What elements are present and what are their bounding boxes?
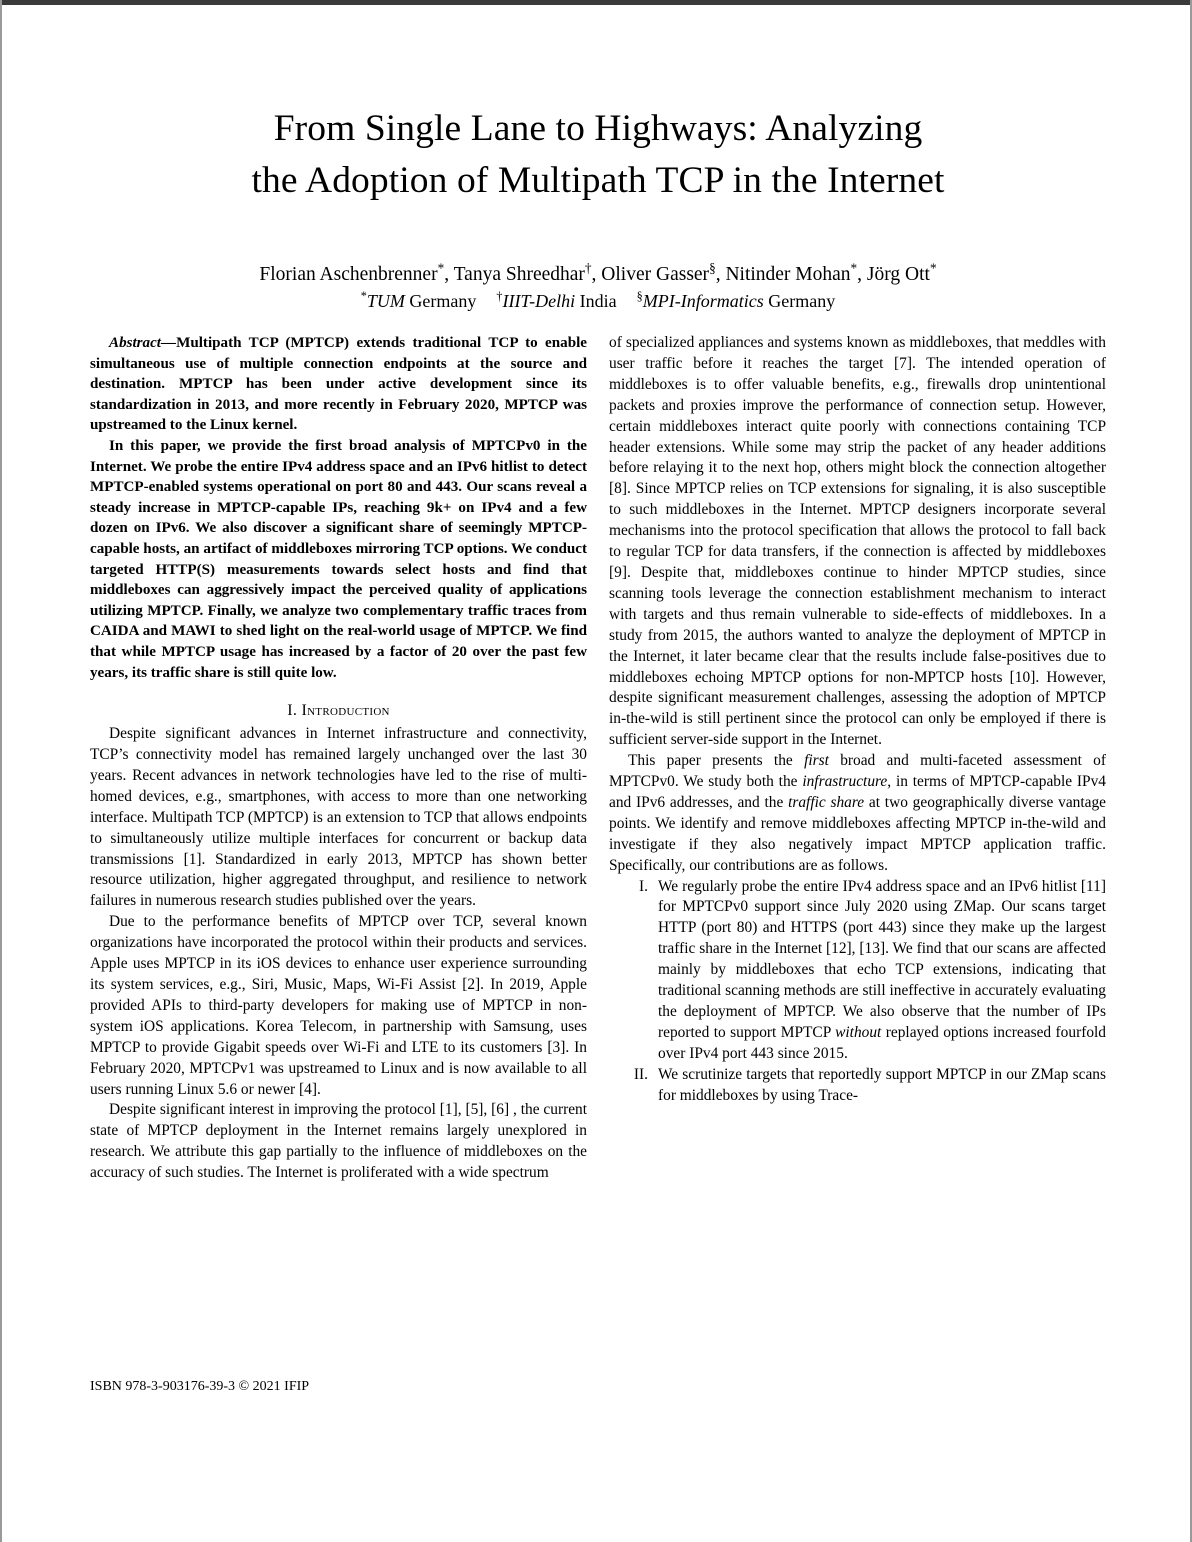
list-item xyxy=(609,877,1106,1065)
affiliation-org-2: IIIT-Delhi xyxy=(502,291,576,311)
list-item xyxy=(609,1065,1106,1107)
author-name-4: Nitinder Mohan xyxy=(725,264,851,285)
author-list xyxy=(2,261,1192,288)
page-title-line-2: the Adoption of Multipath TCP in the Internet xyxy=(251,160,945,201)
list-item-text-a: We scrutinize targets that reportedly support MPTCP in our ZMap scans for middleboxes by using Trace- xyxy=(658,1065,1106,1104)
author-name-2: Tanya Shreedhar xyxy=(453,264,585,285)
isbn-footer: ISBN 978-3-903176-39-3 © 2021 IFIP xyxy=(90,1379,310,1394)
author-affiliation-mark-4: * xyxy=(850,260,858,276)
author-separator-2: , xyxy=(591,264,602,285)
intro-paragraph-4: of specialized appliances and systems known as middleboxes, that meddles with user traffic before it reaches the target [7]. The intended operation of middleboxes is to offer valuable benefits, e.g., firewalls drop unintentional packets and proxies improve the performance of connection setup. However, certain middleboxes interact quite poorly with connections containing TCP header extensions. While some may strip the packet of any header additions before relaying it to the next hop, others might block the connection altogether [8]. Since MPTCP relies on TCP extensions for signaling, it is also susceptible to such middleboxes in the Internet. MPTCP designers incorporate several mechanisms into the protocol specification that allows the protocol to fall back to regular TCP for data transfers, if the connection is affected by middleboxes [9]. Despite that, middleboxes continue to hinder MPTCP studies, since scanning tools leverage the connection establishment mechanism to interact with targets and thus remain vulnerable to side-effects of middleboxes. In a study from 2015, the authors wanted to analyze the deployment of MPTCP in the Internet, it later became clear that the results include false-positives due to middleboxes echoing MPTCP options for non-MPTCP hosts [10]. However, despite significant measurement challenges, assessing the adoption of MPTCP in-the-wild is still pertinent since the protocol can only be employed if there is sufficient server-side support in the Internet. xyxy=(609,334,1106,749)
list-item-text-a: We regularly probe the entire IPv4 address space and an IPv6 hitlist [11] for MPTCPv0 support since July 2020 using ZMap. Our scans target HTTP (port 80) and HTTPS (port 443) since they make up the largest traffic share in the Internet [12], [13]. We find that our scans are affected mainly by middleboxes that echo TCP extensions, indicating that traditional scanning methods are still ineffective in accurately evaluating the deployment of MPTCP. We also observe that the number of IPs reported to support MPTCP xyxy=(658,877,1106,1041)
intro-paragraph-5 xyxy=(609,751,1106,876)
paper-content xyxy=(2,0,1192,1394)
paragraph-text-d: at two geographically diverse vantage points. We identify and remove middleboxes affecting MPTCP in-the-wild and investigate if they also negatively impact MPTCP application traffic. Specifically, our contributions are as follows. xyxy=(609,793,1106,874)
author-separator-3: , xyxy=(715,264,726,285)
paragraph-text-b: broad and multi-faceted assessment of MPTCPv0. We study both the xyxy=(609,752,1106,791)
author-separator-4: , xyxy=(857,264,867,285)
abstract-paragraph-2: In this paper, we provide the first broad analysis of MPTCPv0 in the Internet. We probe the entire IPv4 address space and an IPv6 hitlist to detect MPTCP-enabled systems operational on port 80 and 443. Our scans reveal a steady increase in MPTCP-capable IPs, reaching 9k+ on IPv4 and a few dozen on IPv6. We also discover a significant share of seemingly MPTCP-capable hosts, an artifact of middleboxes mirroring TCP options. We conduct targeted HTTP(S) measurements towards select hosts and find that middleboxes can aggressively impact the perceived quality of applications utilizing MPTCP. Finally, we analyze two complementary traffic traces from CAIDA and MAWI to shed light on the real-world usage of MPTCP. We find that while MPTCP usage has increased by a factor of 20 over the past few years, its traffic share is still quite low. xyxy=(90,437,587,681)
body-columns xyxy=(90,333,1106,1413)
affiliation-list xyxy=(2,289,1192,314)
emphasis-first: first xyxy=(804,752,829,770)
page-title-line-1: From Single Lane to Highways: Analyzing xyxy=(273,108,923,149)
right-column xyxy=(609,333,1106,1107)
paragraph-text-a: This paper presents the xyxy=(628,752,805,770)
abstract-paragraph-1 xyxy=(90,333,587,436)
affiliation-org-1: TUM xyxy=(366,291,405,311)
author-affiliation-mark-2: † xyxy=(584,260,592,276)
paragraph-text-c: , in terms of MPTCP-capable IPv4 and IPv6 addresses, and the xyxy=(609,773,1107,811)
contributions-list xyxy=(609,877,1106,1107)
affiliation-country-1: Germany xyxy=(404,291,477,311)
section-title: Introduction xyxy=(301,701,390,719)
affiliation-mark-3: § xyxy=(636,289,643,303)
author-affiliation-mark-3: § xyxy=(709,260,716,276)
author-affiliation-mark-1: * xyxy=(437,260,445,276)
author-affiliation-mark-5: * xyxy=(929,260,937,276)
author-name-5: Jörg Ott xyxy=(866,264,930,285)
intro-paragraph-2: Due to the performance benefits of MPTCP over TCP, several known organizations have incorporated the protocol within their products and services. Apple uses MPTCP in its iOS devices to enhance user experience surrounding its system services, e.g., Siri, Music, Maps, Wi-Fi Assist [2]. In 2019, Apple provided APIs to third-party developers for making use of MPTCP in non-system iOS applications. Korea Telecom, in partnership with Samsung, uses MPTCP to provide Gigabit speeds over Wi-Fi and LTE to its customers [3]. In February 2020, MPTCPv1 was upstreamed to Linux and is now available to all users running Linux 5.6 or newer [4]. xyxy=(90,913,587,1098)
author-separator-1: , xyxy=(444,264,454,285)
abstract-label: Abstract— xyxy=(109,335,177,351)
affiliation-mark-2: † xyxy=(496,289,503,303)
abstract-text-1: Multipath TCP (MPTCP) extends traditional TCP to enable simultaneous use of multiple connection endpoints at the source and destination. MPTCP has been under active development since its standardization in 2013, and more recently in February 2020, MPTCP was upstreamed to the Linux kernel. xyxy=(90,335,587,434)
affiliation-country-2: India xyxy=(575,291,617,311)
author-name-3: Oliver Gasser xyxy=(601,264,710,285)
author-name-1: Florian Aschenbrenner xyxy=(259,264,438,285)
emphasis-traffic-share: traffic share xyxy=(788,793,865,811)
left-column xyxy=(90,333,587,1184)
affiliation-org-3: MPI-Informatics xyxy=(642,291,764,311)
list-item-marker: I. xyxy=(639,877,648,895)
emphasis-infrastructure: infrastructure xyxy=(802,773,888,791)
list-item-marker: II. xyxy=(633,1065,648,1083)
emphasis-without: without xyxy=(835,1023,882,1041)
intro-paragraph-3: Despite significant interest in improving the protocol [1], [5], [6] , the current state of MPTCP deployment in the Internet remains largely unexplored in research. We attribute this gap partially to the influence of middleboxes on the accuracy of such studies. The Internet is proliferated with a wide spectrum xyxy=(90,1101,587,1182)
section-number: I. xyxy=(287,701,298,719)
list-item-text-b: replayed options increased fourfold over IPv4 port 443 since 2015. xyxy=(658,1023,1106,1062)
title-block xyxy=(2,0,1192,207)
intro-paragraph-1: Despite significant advances in Internet infrastructure and connectivity, TCP’s connectivity model has remained largely unchanged over the last 30 years. Recent advances in network technologies have led to the rise of multi-homed devices, e.g., smartphones, with access to more than one networking interface. Multipath TCP (MPTCP) is an extension to TCP that allows endpoints to simultaneously utilize multiple interfaces for concurrent or backup data transmissions [1]. Standardized in early 2013, MPTCP has shown better resource utilization, higher aggregated throughput, and resilience to network failures in numerous research studies published over the years. xyxy=(90,725,587,910)
affiliation-mark-1: * xyxy=(360,289,367,303)
affiliation-country-3: Germany xyxy=(763,291,836,311)
section-heading-introduction xyxy=(90,702,587,720)
